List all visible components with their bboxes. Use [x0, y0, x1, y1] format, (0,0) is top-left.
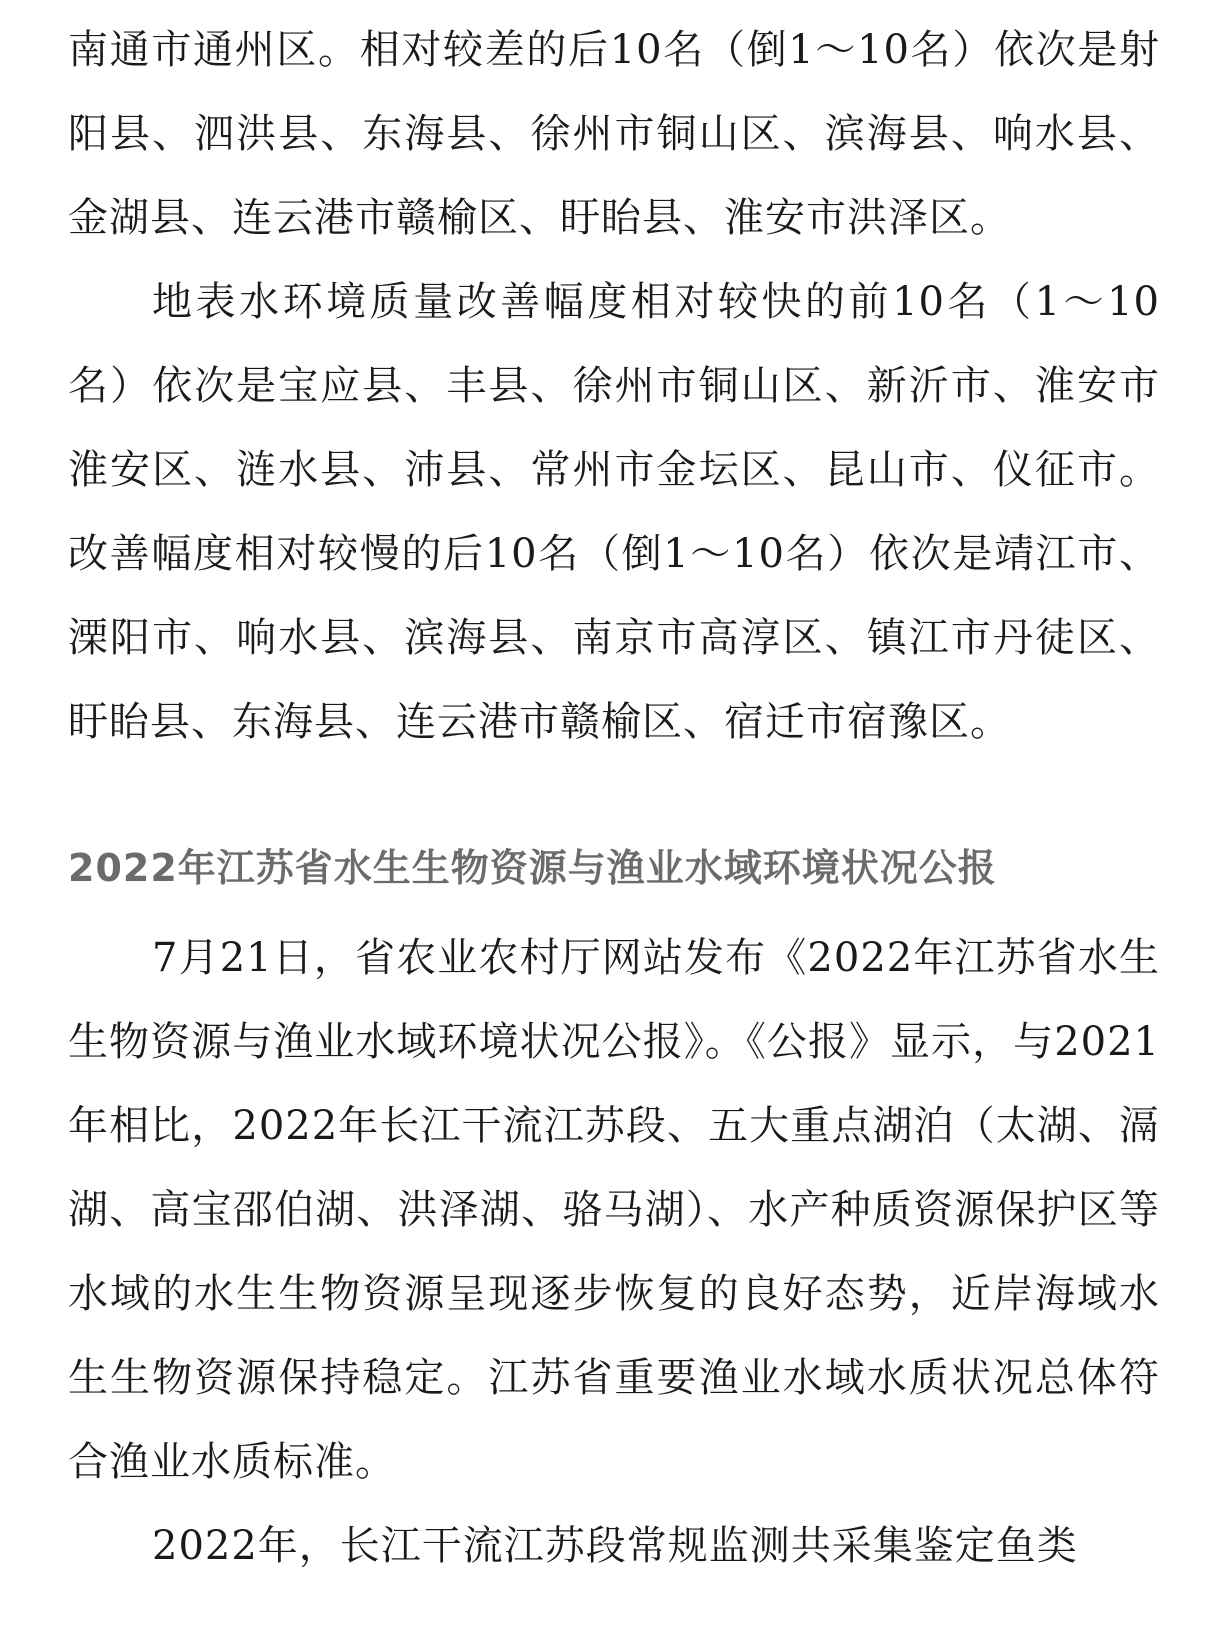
- paragraph-bulletin-release: 7月21日，省农业农村厅网站发布《2022年江苏省水生生物资源与渔业水域环境状况公报》。《公报》显示，与2021年相比，2022年长江干流江苏段、五大重点湖泊（太湖、滆湖、高宝邵伯湖、洪泽湖、骆马湖）、水产种质资源保护区等水域的水生生物资源呈现逐步恢复的良好态势，近岸海域水生生物资源保持稳定。江苏省重要渔业水域水质状况总体符合渔业水质标准。: [68, 935, 1160, 1485]
- paragraph-surface-water-improvement: 地表水环境质量改善幅度相对较快的前10名（1～10名）依次是宝应县、丰县、徐州市铜山区、新沂市、淮安市淮安区、涟水县、沛县、常州市金坛区、昆山市、仪征市。改善幅度相对较慢的后10名（倒1～10名）依次是靖江市、溧阳市、响水县、滨海县、南京市高淳区、镇江市丹徒区、盱眙县、东海县、连云港市赣榆区、宿迁市宿豫区。: [68, 279, 1160, 745]
- section-gap: [68, 764, 1160, 826]
- paragraph-yangtze-monitoring: 2022年，长江干流江苏段常规监测共采集鉴定鱼类: [152, 1523, 1078, 1569]
- paragraph-continuation: 南通市通州区。相对较差的后10名（倒1～10名）依次是射阳县、泗洪县、东海县、徐州市铜山区、滨海县、响水县、金湖县、连云港市赣榆区、盱眙县、淮安市洪泽区。: [68, 27, 1160, 241]
- section-heading: 2022年江苏省水生生物资源与渔业水域环境状况公报: [68, 846, 997, 890]
